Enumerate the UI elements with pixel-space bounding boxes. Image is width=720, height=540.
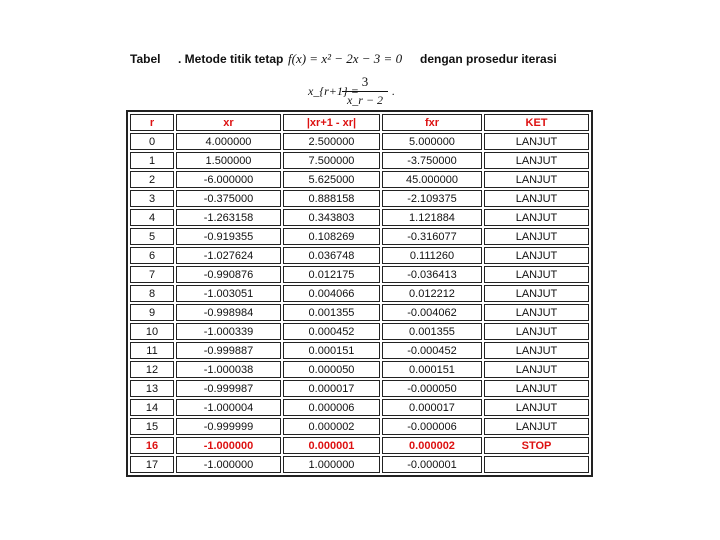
cell-diff: 0.012175: [283, 266, 380, 283]
caption-formula: f(x) = x² − 2x − 3 = 0: [288, 51, 403, 66]
cell-diff: 0.000017: [283, 380, 380, 397]
cell-r: 7: [130, 266, 174, 283]
table-row: [130, 171, 589, 188]
cell-xr: -1.027624: [176, 247, 281, 264]
cell-r: 0: [130, 133, 174, 150]
table-row: [130, 266, 589, 283]
cell-fxr: 0.001355: [382, 323, 482, 340]
cell-diff: 5.625000: [283, 171, 380, 188]
cell-diff: 0.000002: [283, 418, 380, 435]
cell-diff: 0.000050: [283, 361, 380, 378]
cell-xr: -1.000339: [176, 323, 281, 340]
cell-xr: 4.000000: [176, 133, 281, 150]
table-row: [130, 418, 589, 435]
cell-ket: LANJUT: [484, 380, 589, 397]
cell-ket: LANJUT: [484, 361, 589, 378]
iteration-end: .: [392, 84, 395, 98]
cell-ket: LANJUT: [484, 285, 589, 302]
cell-diff: 0.888158: [283, 190, 380, 207]
table-row: [130, 361, 589, 378]
cell-diff: 7.500000: [283, 152, 380, 169]
cell-ket: LANJUT: [484, 342, 589, 359]
cell-fxr: -0.000452: [382, 342, 482, 359]
cell-fxr: 5.000000: [382, 133, 482, 150]
cell-ket: LANJUT: [484, 266, 589, 283]
cell-diff: 0.108269: [283, 228, 380, 245]
cell-diff: 0.000001: [283, 437, 380, 454]
iteration-numerator: 3: [361, 74, 369, 89]
caption-table-label: Tabel: [130, 52, 161, 66]
cell-r: 16: [130, 437, 174, 454]
cell-diff: 0.000006: [283, 399, 380, 416]
cell-xr: -1.000038: [176, 361, 281, 378]
cell-xr: -1.263158: [176, 209, 281, 226]
cell-fxr: -0.000001: [382, 456, 482, 473]
cell-ket: LANJUT: [484, 247, 589, 264]
cell-fxr: -0.316077: [382, 228, 482, 245]
cell-xr: -0.999887: [176, 342, 281, 359]
cell-diff: 1.000000: [283, 456, 380, 473]
cell-fxr: 0.000002: [382, 437, 482, 454]
table-row: [130, 437, 589, 454]
cell-r: 6: [130, 247, 174, 264]
cell-ket: STOP: [484, 437, 589, 454]
header-ket: KET: [484, 114, 589, 131]
iteration-fraction: [342, 74, 388, 108]
header-fxr: fxr: [382, 114, 482, 131]
cell-ket: LANJUT: [484, 304, 589, 321]
cell-fxr: -0.000006: [382, 418, 482, 435]
caption-title: . Metode titik tetap: [178, 52, 284, 66]
cell-fxr: 1.121884: [382, 209, 482, 226]
cell-r: 12: [130, 361, 174, 378]
table-row: [130, 133, 589, 150]
cell-xr: -0.919355: [176, 228, 281, 245]
cell-ket: [484, 456, 589, 473]
cell-r: 11: [130, 342, 174, 359]
cell-ket: LANJUT: [484, 171, 589, 188]
cell-ket: LANJUT: [484, 228, 589, 245]
cell-xr: -0.375000: [176, 190, 281, 207]
cell-r: 5: [130, 228, 174, 245]
cell-fxr: 0.000017: [382, 399, 482, 416]
cell-xr: -1.000004: [176, 399, 281, 416]
table-row: [130, 228, 589, 245]
cell-r: 14: [130, 399, 174, 416]
table-row: [130, 209, 589, 226]
cell-r: 17: [130, 456, 174, 473]
caption-suffix: dengan prosedur iterasi: [420, 52, 557, 66]
table-row: [130, 399, 589, 416]
header-xr: xr: [176, 114, 281, 131]
table-row: [130, 342, 589, 359]
table-row: [130, 285, 589, 302]
table-header-row: [130, 114, 589, 131]
cell-fxr: -0.000050: [382, 380, 482, 397]
cell-xr: -6.000000: [176, 171, 281, 188]
header-r: r: [130, 114, 174, 131]
cell-ket: LANJUT: [484, 209, 589, 226]
cell-r: 3: [130, 190, 174, 207]
cell-diff: 0.036748: [283, 247, 380, 264]
cell-ket: LANJUT: [484, 152, 589, 169]
cell-r: 8: [130, 285, 174, 302]
cell-xr: -1.000000: [176, 456, 281, 473]
cell-diff: 0.001355: [283, 304, 380, 321]
table-row: [130, 247, 589, 264]
table-row: [130, 323, 589, 340]
cell-xr: -0.998984: [176, 304, 281, 321]
cell-r: 4: [130, 209, 174, 226]
table-row: [130, 380, 589, 397]
cell-r: 2: [130, 171, 174, 188]
cell-fxr: -2.109375: [382, 190, 482, 207]
cell-xr: 1.500000: [176, 152, 281, 169]
table-row: [130, 456, 589, 473]
cell-r: 1: [130, 152, 174, 169]
cell-fxr: -3.750000: [382, 152, 482, 169]
cell-fxr: -0.036413: [382, 266, 482, 283]
cell-ket: LANJUT: [484, 418, 589, 435]
cell-diff: 0.343803: [283, 209, 380, 226]
cell-r: 10: [130, 323, 174, 340]
cell-xr: -0.999987: [176, 380, 281, 397]
cell-diff: 0.000151: [283, 342, 380, 359]
cell-fxr: 0.000151: [382, 361, 482, 378]
cell-xr: -0.990876: [176, 266, 281, 283]
cell-r: 13: [130, 380, 174, 397]
cell-fxr: 45.000000: [382, 171, 482, 188]
cell-fxr: -0.004062: [382, 304, 482, 321]
table-row: [130, 304, 589, 321]
cell-xr: -1.003051: [176, 285, 281, 302]
header-diff: |xr+1 - xr|: [283, 114, 380, 131]
cell-ket: LANJUT: [484, 133, 589, 150]
cell-diff: 0.004066: [283, 285, 380, 302]
cell-xr: -1.000000: [176, 437, 281, 454]
iteration-denominator: x_r − 2: [346, 93, 384, 107]
cell-diff: 2.500000: [283, 133, 380, 150]
cell-diff: 0.000452: [283, 323, 380, 340]
cell-fxr: 0.012212: [382, 285, 482, 302]
cell-r: 15: [130, 418, 174, 435]
table-row: [130, 152, 589, 169]
cell-xr: -0.999999: [176, 418, 281, 435]
cell-ket: LANJUT: [484, 323, 589, 340]
cell-fxr: 0.111260: [382, 247, 482, 264]
cell-ket: LANJUT: [484, 399, 589, 416]
fraction-bar: [342, 91, 388, 92]
iteration-table: [126, 110, 593, 477]
cell-r: 9: [130, 304, 174, 321]
cell-ket: LANJUT: [484, 190, 589, 207]
table-row: [130, 190, 589, 207]
iteration-lhs: x_{r+1} =: [308, 84, 359, 98]
